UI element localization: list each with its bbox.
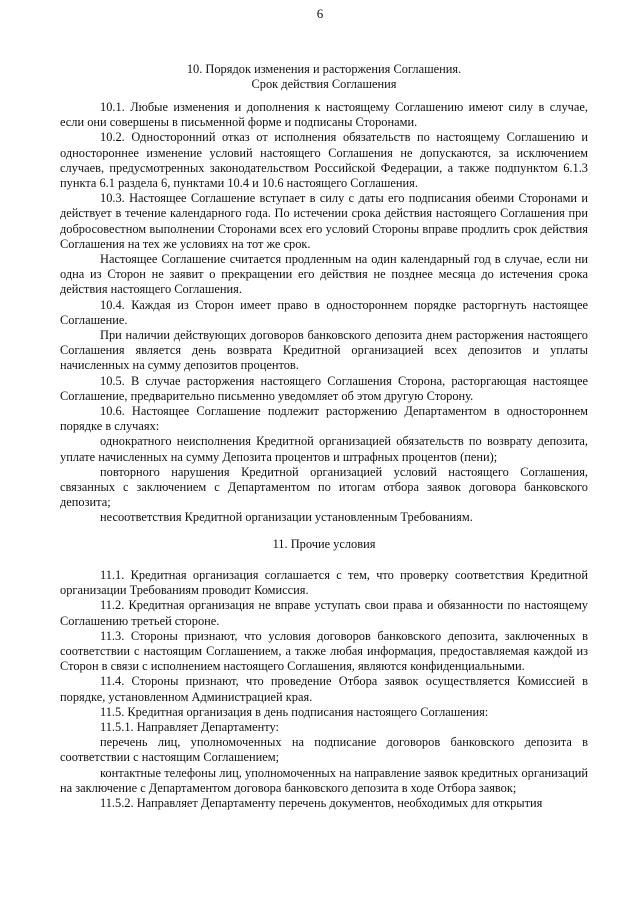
paragraph-11-3: 11.3. Стороны признают, что условия договоров банковского депозита, заключенных в соответствии с настоящим Соглашением, а также любая информация, предоставляемая каждой из Сторон в связи с исполнением настоящего Соглашения, являются конфиденциальными. [60,628,588,674]
paragraph-10-4-deposits: При наличии действующих договоров банковского депозита днем расторжения настоящего Соглашения является день возврата Кредитной организацией всех депозитов и уплаты начисленных на сумму депозитов процентов. [60,328,588,373]
section-10-body [60,100,588,526]
section-10-heading [60,62,588,92]
paragraph-10-6-case-2: повторного нарушения Кредитной организацией условий настоящего Соглашения, связанных с заключением с Департаментом по итогам отбора заявок договора банковского депозита; [60,464,588,510]
paragraph-10-3: 10.3. Настоящее Соглашение вступает в силу с даты его подписания обеими Сторонами и действует в течение календарного года. По истечении срока действия настоящего Соглашения при добросовестном выполнении Сторонами всех его условий Стороны вправе продлить срок действия Соглашения на тех же условиях на тот же срок. [60,191,588,251]
paragraph-11-5-1: 11.5.1. Направляет Департаменту: [100,720,279,735]
paragraph-11-4: 11.4. Стороны признают, что проведение Отбора заявок осуществляется Комиссией в порядке, установленном Администрацией края. [60,674,588,704]
section-10-title: 10. Порядок изменения и расторжения Соглашения. [186,62,462,76]
paragraph-11-2: 11.2. Кредитная организация не вправе уступать свои права и обязанности по настоящему Соглашению третьей стороне. [60,598,588,628]
paragraph-10-6-case-1: однократного неисполнения Кредитной организацией обязательств по возврату депозита, уплате начисленных на сумму Депозита процентов и штрафных процентов (пени); [60,434,588,464]
paragraph-11-5-1-list-1: перечень лиц, уполномоченных на подписание договоров банковского депозита в соответствии с настоящим Соглашением; [60,735,588,765]
paragraph-11-1: 11.1. Кредитная организация соглашается с тем, что проверку соответствия Кредитной организации Требованиям проводит Комиссия. [60,568,588,598]
section-11-title: 11. Прочие условия [272,537,376,551]
paragraph-10-4: 10.4. Каждая из Сторон имеет право в одностороннем порядке расторгнуть настоящее Соглашение. [60,297,588,327]
paragraph-10-5: 10.5. В случае расторжения настоящего Соглашения Сторона, расторгающая настоящее Соглашение, предварительно письменно уведомляет об этом другую Сторону. [60,373,588,403]
paragraph-10-1: 10.1. Любые изменения и дополнения к настоящему Соглашению имеют силу в случае, если они совершены в письменной форме и подписаны Сторонами. [60,100,588,130]
section-10-subtitle: Срок действия Соглашения [251,77,397,92]
page-number: 6 [316,6,324,21]
paragraph-11-5-1-list-2: контактные телефоны лиц, уполномоченных на направление заявок кредитных организаций на заключение с Департаментом договора банковского депозита в ходе Отбора заявок; [60,765,588,795]
paragraph-10-6-case-3: несоответствия Кредитной организации установленным Требованиям. [100,510,473,525]
paragraph-10-2: 10.2. Односторонний отказ от исполнения обязательств по настоящему Соглашению и одностороннее изменение условий настоящего Соглашения не допускаются, за исключением случаев, предусмотренных законодательством Российской Федерации, а также подпунктом 6.1.3 пункта 6.1 раздела 6, пунктами 10.4 и 10.6 настоящего Соглашения. [60,130,588,191]
paragraph-11-5-2: 11.5.2. Направляет Департаменту перечень документов, необходимых для открытия [100,796,543,811]
section-11-body [60,568,588,811]
paragraph-10-3-extension: Настоящее Соглашение считается продленным на один календарный год в случае, если ни одна из Сторон не заявит о прекращении его действия не позднее месяца до истечения срока действия настоящего Соглашения. [60,252,588,297]
paragraph-10-6: 10.6. Настоящее Соглашение подлежит расторжению Департаментом в одностороннем порядке в случаях: [60,404,588,434]
paragraph-11-5: 11.5. Кредитная организация в день подписания настоящего Соглашения: [100,704,489,719]
